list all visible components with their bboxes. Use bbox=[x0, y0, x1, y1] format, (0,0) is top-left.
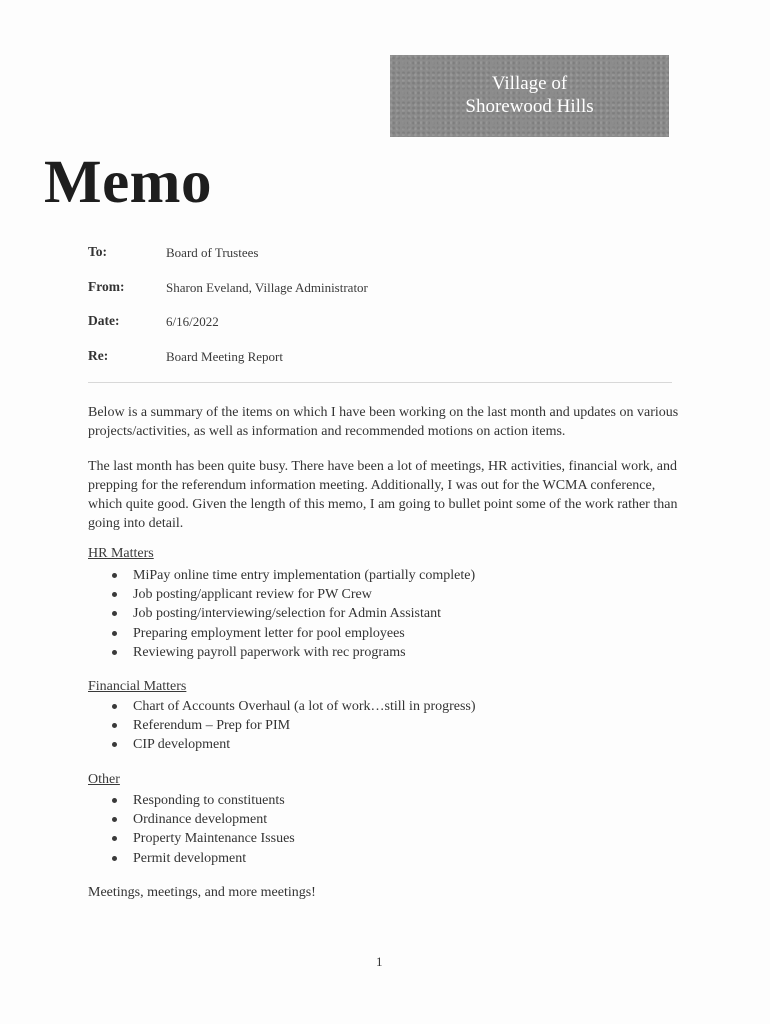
list-item bbox=[112, 849, 295, 868]
list-item-text: Ordinance development bbox=[133, 812, 268, 828]
to-value: Board of Trustees bbox=[166, 245, 259, 260]
list-item bbox=[112, 716, 476, 735]
memo-header bbox=[88, 244, 688, 382]
list-item-text: CIP development bbox=[133, 737, 231, 753]
re-value: Board Meeting Report bbox=[166, 348, 283, 364]
date-label: Date: bbox=[88, 313, 120, 328]
hr-matters-list bbox=[112, 566, 475, 662]
list-item bbox=[112, 566, 475, 585]
memo-title: Memo bbox=[44, 149, 212, 216]
busy-paragraph: The last month has been quite busy. There have been a lot of meetings, HR activities, financial work, and prepping for the referendum information meeting. Additionally, I was out for the WCMA conference, which quite good. Given the length of this memo, I am going to bullet point some of the work rather than going into detail. bbox=[88, 459, 678, 531]
bullet-icon bbox=[112, 723, 117, 728]
list-item-text: Chart of Accounts Overhaul (a lot of work…still in progress) bbox=[133, 699, 476, 714]
bullet-icon bbox=[112, 631, 117, 636]
list-item bbox=[112, 697, 476, 716]
list-item-text: Job posting/applicant review for PW Crew bbox=[133, 587, 372, 603]
from-value: Sharon Eveland, Village Administrator bbox=[166, 279, 368, 295]
intro-paragraph: Below is a summary of the items on which I have been working on the last month and updates on various projects/activities, as well as information and recommended motions on action items. bbox=[88, 405, 679, 439]
bullet-icon bbox=[112, 650, 117, 655]
list-item-text: MiPay online time entry implementation (partially complete) bbox=[133, 568, 476, 583]
bullet-icon bbox=[112, 592, 117, 597]
bullet-icon bbox=[112, 704, 117, 709]
date-value: 6/16/2022 bbox=[166, 314, 219, 329]
list-item bbox=[112, 643, 475, 662]
page-number: 1 bbox=[376, 954, 383, 969]
financial-matters-list bbox=[112, 697, 476, 755]
re-label: Re: bbox=[88, 347, 109, 363]
list-item bbox=[112, 624, 475, 643]
list-item bbox=[112, 604, 475, 623]
list-item bbox=[112, 585, 475, 604]
logo-line-2: Shorewood Hills bbox=[465, 96, 594, 117]
bullet-icon bbox=[112, 817, 117, 822]
bullet-icon bbox=[112, 856, 117, 861]
other-list bbox=[112, 791, 295, 868]
bullet-icon bbox=[112, 611, 117, 616]
from-label: From: bbox=[88, 278, 125, 294]
to-label: To: bbox=[88, 244, 108, 259]
list-item-text: Preparing employment letter for pool employees bbox=[133, 625, 405, 641]
list-item-text: Referendum – Prep for PIM bbox=[133, 718, 291, 734]
closing-line: Meetings, meetings, and more meetings! bbox=[88, 885, 316, 900]
financial-matters-heading: Financial Matters bbox=[88, 679, 187, 694]
re-row bbox=[88, 348, 688, 383]
bullet-icon bbox=[112, 742, 117, 747]
from-row bbox=[88, 279, 688, 314]
list-item bbox=[112, 791, 295, 810]
list-item-text: Reviewing payroll paperwork with rec programs bbox=[133, 644, 406, 660]
logo-line-1: Village of bbox=[491, 73, 568, 94]
hr-matters-heading: HR Matters bbox=[88, 546, 154, 561]
other-heading: Other bbox=[88, 772, 120, 787]
bullet-icon bbox=[112, 573, 117, 578]
to-row bbox=[88, 244, 688, 279]
list-item-text: Permit development bbox=[133, 850, 247, 866]
list-item bbox=[112, 829, 295, 848]
list-item-text: Job posting/interviewing/selection for Admin Assistant bbox=[133, 606, 441, 622]
list-item-text: Property Maintenance Issues bbox=[133, 831, 295, 847]
village-logo-box bbox=[390, 55, 669, 137]
list-item-text: Responding to constituents bbox=[133, 793, 285, 808]
header-divider bbox=[88, 382, 672, 383]
date-row bbox=[88, 313, 688, 348]
list-item bbox=[112, 810, 295, 829]
list-item bbox=[112, 735, 476, 754]
bullet-icon bbox=[112, 836, 117, 841]
bullet-icon bbox=[112, 798, 117, 803]
